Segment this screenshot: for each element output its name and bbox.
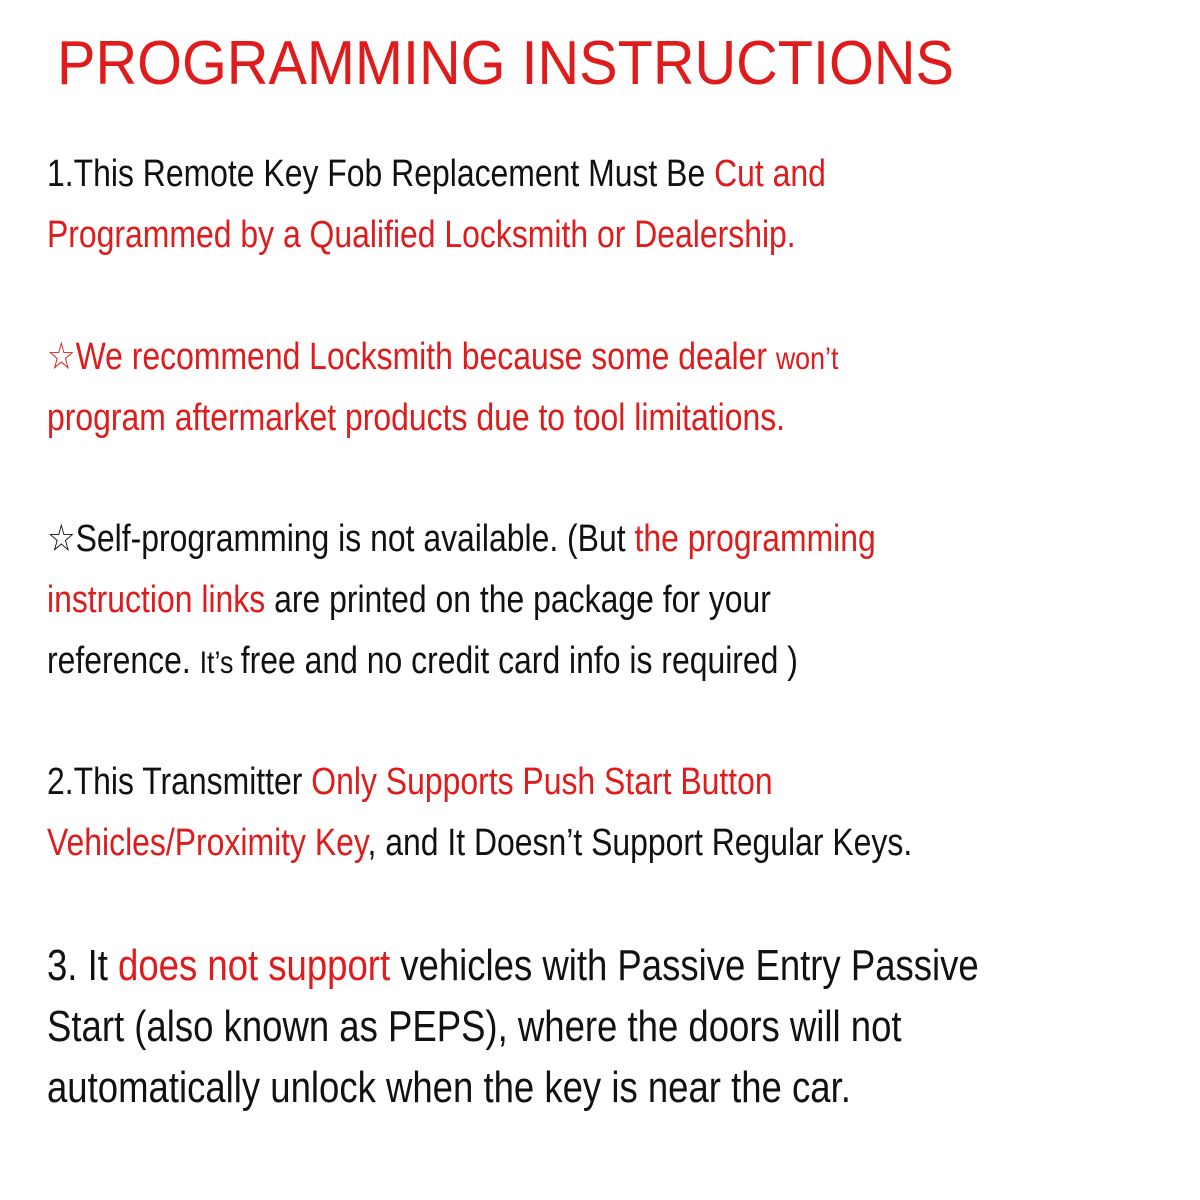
text-line <box>47 752 912 813</box>
highlighted-text: ☆We recommend Locksmith because some dealer <box>47 336 776 378</box>
text-line <box>47 144 826 205</box>
step-1-paragraph <box>47 144 826 266</box>
text-line <box>47 388 838 449</box>
body-text: free and no credit card info is required ) <box>240 640 798 682</box>
step-2-paragraph <box>47 752 912 874</box>
text-line <box>47 631 876 692</box>
text-line <box>47 813 912 874</box>
text-line <box>47 205 826 266</box>
text-line <box>47 935 979 996</box>
body-text: ☆Self-programming is not available. (But <box>47 518 635 560</box>
highlighted-text: won’t <box>775 340 839 376</box>
text-line <box>47 570 876 631</box>
body-text: , and It Doesn’t Support Regular Keys. <box>367 822 913 864</box>
step-3-paragraph <box>47 935 979 1118</box>
text-line <box>47 996 979 1057</box>
highlighted-text: Programmed by a Qualified Locksmith or Dealership. <box>47 214 796 256</box>
body-text: automatically unlock when the key is near the car. <box>47 1063 851 1112</box>
body-text: are printed on the package for your <box>265 579 771 621</box>
highlighted-text: instruction links <box>47 579 266 621</box>
body-text: 3. It <box>47 941 119 990</box>
highlighted-text: Vehicles/Proximity Key <box>47 822 368 864</box>
text-line <box>47 327 838 388</box>
body-text: vehicles with Passive Entry Passive <box>390 941 979 990</box>
highlighted-text: the programming <box>634 518 876 560</box>
text-line <box>47 1057 979 1118</box>
locksmith-recommendation-paragraph <box>47 327 838 449</box>
body-text: It’s <box>199 644 241 680</box>
body-text: 1.This Remote Key Fob Replacement Must Be <box>47 153 715 195</box>
text-line <box>47 509 876 570</box>
body-text: reference. <box>47 640 200 682</box>
self-programming-paragraph <box>47 509 876 692</box>
highlighted-text: program aftermarket products due to tool limitations. <box>47 397 786 439</box>
page-title: PROGRAMMING INSTRUCTIONS <box>57 29 954 98</box>
body-text: 2.This Transmitter <box>47 761 312 803</box>
highlighted-text: Cut and <box>714 153 826 195</box>
body-text: Start (also known as PEPS), where the doors will not <box>47 1002 902 1051</box>
highlighted-text: Only Supports Push Start Button <box>311 761 773 803</box>
highlighted-text: does not support <box>118 941 391 990</box>
